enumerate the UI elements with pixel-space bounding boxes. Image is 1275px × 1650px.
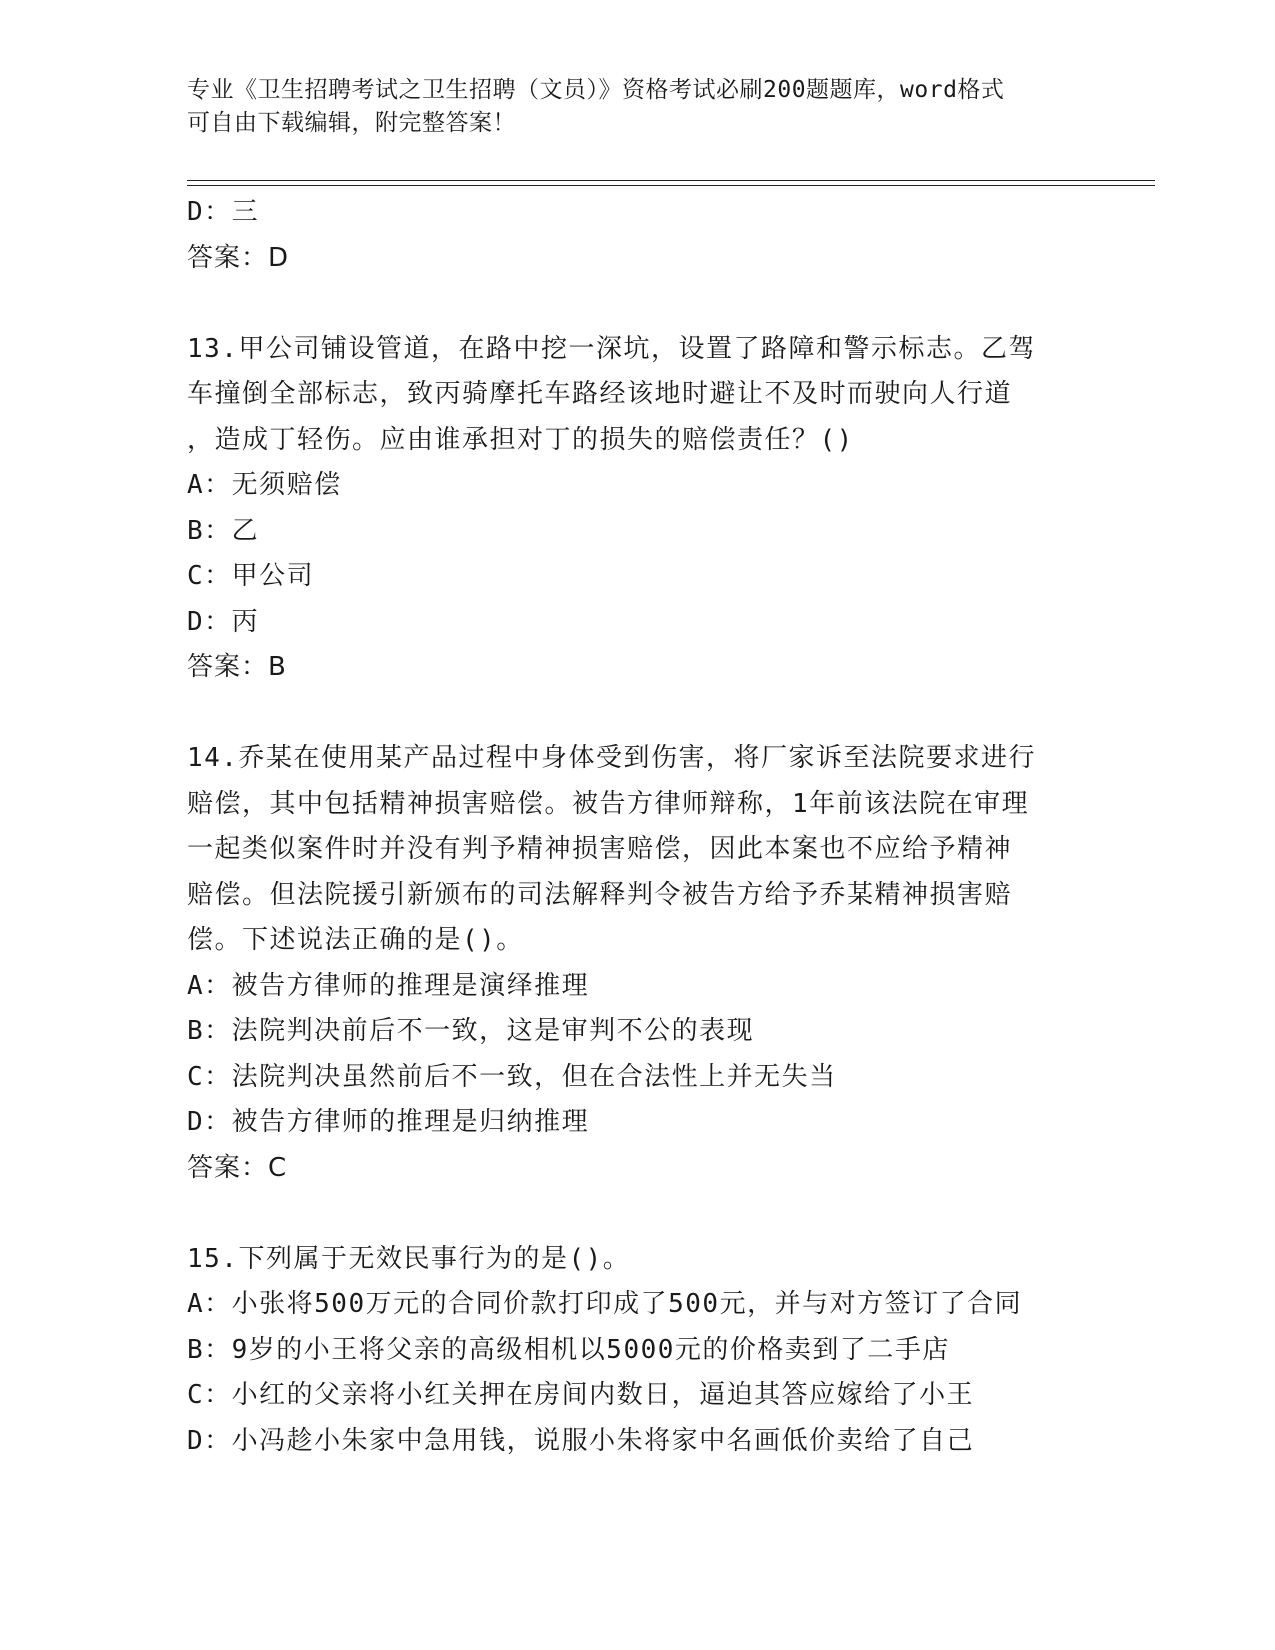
- q13-stem-line: 车撞倒全部标志，致丙骑摩托车路经该地时避让不及时而驶向人行道: [187, 379, 1013, 409]
- spacer: [187, 691, 1087, 737]
- q14-option-b: B：法院判决前后不一致，这是审判不公的表现: [187, 1016, 755, 1046]
- q13-option-b: B：乙: [187, 515, 260, 546]
- q12-option-d: D：三: [187, 197, 260, 227]
- q15-option-c: C：小红的父亲将小红关押在房间内数日，逼迫其答应嫁给了小王: [187, 1380, 975, 1410]
- q14-stem-line: 14.乔某在使用某产品过程中身体受到伤害，将厂家诉至法院要求进行: [187, 743, 1036, 773]
- q13-stem-line: ，造成丁轻伤。应由谁承担对丁的损失的赔偿责任？(): [187, 424, 854, 455]
- header-line-1: 专业《卫生招聘考试之卫生招聘（文员）》资格考试必刷200题题库，word格式: [187, 77, 1005, 103]
- q14-answer: 答案：C: [187, 1152, 288, 1183]
- q15-stem-line: 15.下列属于无效民事行为的是()。: [187, 1243, 631, 1274]
- q13-option-d: D：丙: [187, 606, 260, 637]
- header-divider-bottom: [187, 185, 1155, 186]
- spacer: [187, 1191, 1087, 1237]
- question-15: [187, 1237, 1087, 1465]
- question-14: [187, 736, 1087, 1191]
- q15-option-a: A：小张将500万元的合同价款打印成了500元，并与对方签订了合同: [187, 1289, 1023, 1319]
- q14-stem-line: 赔偿。但法院援引新颁布的司法解释判令被告方给予乔某精神损害赔: [187, 879, 1013, 910]
- document-header: [187, 74, 1067, 140]
- q13-option-a: A：无须赔偿: [187, 470, 342, 500]
- q14-stem-line: 一起类似案件时并没有判予精神损害赔偿，因此本案也不应给予精神: [187, 834, 1013, 864]
- header-divider-top: [187, 180, 1155, 181]
- q13-option-c: C：甲公司: [187, 561, 315, 591]
- q14-stem-line: 赔偿，其中包括精神损害赔偿。被告方律师辩称，1年前该法院在审理: [187, 788, 1030, 819]
- q14-option-d: D：被告方律师的推理是归纳推理: [187, 1107, 590, 1137]
- question-list: [187, 190, 1087, 1464]
- q15-option-b: B：9岁的小王将父亲的高级相机以5000元的价格卖到了二手店: [187, 1334, 950, 1365]
- q14-stem-line: 偿。下述说法正确的是()。: [187, 925, 524, 955]
- q12-answer: 答案：D: [187, 242, 290, 273]
- question-13: [187, 327, 1087, 691]
- q15-option-d: D：小冯趁小朱家中急用钱，说服小朱将家中名画低价卖给了自己: [187, 1425, 975, 1456]
- q14-option-c: C：法院判决虽然前后不一致，但在合法性上并无失当: [187, 1061, 837, 1092]
- q14-option-a: A：被告方律师的推理是演绎推理: [187, 970, 590, 1001]
- q13-stem-line: 13.甲公司铺设管道，在路中挖一深坑，设置了路障和警示标志。乙驾: [187, 333, 1036, 364]
- spacer: [187, 281, 1087, 327]
- header-line-2: 可自由下载编辑，附完整答案！: [187, 110, 516, 136]
- q13-answer: 答案：B: [187, 652, 287, 682]
